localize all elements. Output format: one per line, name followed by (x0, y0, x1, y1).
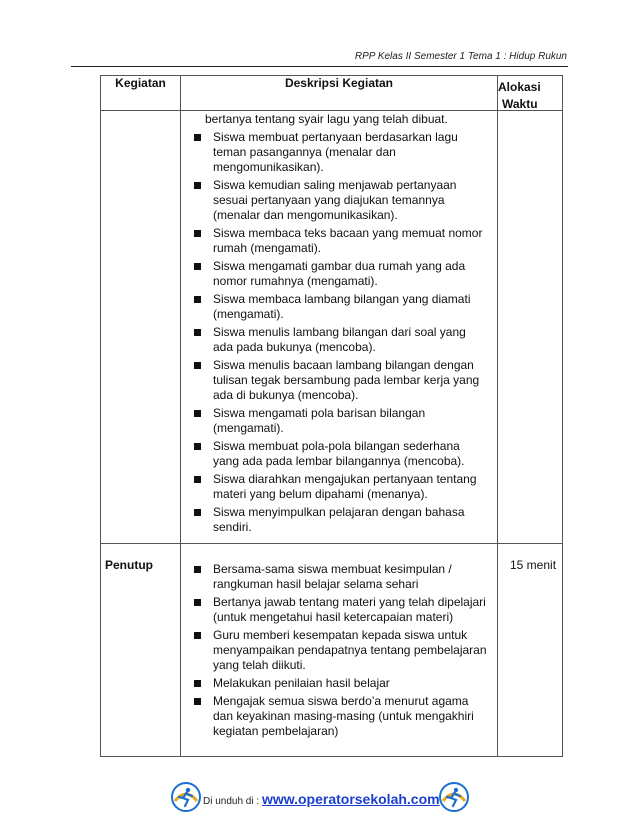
square-bullet-icon (194, 182, 201, 189)
square-bullet-icon (194, 632, 201, 639)
square-bullet-icon (194, 698, 201, 705)
square-bullet-icon (194, 296, 201, 303)
square-bullet-icon (194, 230, 201, 237)
square-bullet-icon (194, 134, 201, 141)
row2-deskripsi (181, 544, 498, 757)
table-row (101, 111, 563, 544)
footer-prefix: Di unduh di : (203, 796, 262, 807)
square-bullet-icon (194, 599, 201, 606)
rpp-activity-table (100, 75, 563, 757)
square-bullet-icon (194, 680, 201, 687)
list-item: Siswa menulis bacaan lambang bilangan dengan tulisan tegak bersambung pada lembar kerja yang ada di bukunya (mencoba). (190, 358, 488, 403)
table-row (101, 544, 563, 757)
header-alokasi (498, 76, 563, 111)
square-bullet-icon (194, 509, 201, 516)
table-header-row (101, 76, 563, 111)
list-item: Bersama-sama siswa membuat kesimpulan / rangkuman hasil belajar selama sehari (190, 562, 488, 592)
list-item: Siswa diarahkan mengajukan pertanyaan tentang materi yang belum dipahami (menanya). (190, 472, 488, 502)
square-bullet-icon (194, 566, 201, 573)
list-item: Guru memberi kesempatan kepada siswa untuk menyampaikan pendapatnya tentang pembelajaran yang telah diikuti. (190, 628, 488, 673)
footer-url-link[interactable]: www.operatorsekolah.com (261, 791, 440, 807)
row2-kegiatan: Penutup (101, 544, 181, 757)
list-item: Siswa menyimpulkan pelajaran dengan bahasa sendiri. (190, 505, 488, 535)
row1-deskripsi (181, 111, 498, 544)
page-header: RPP Kelas II Semester 1 Tema 1 : Hidup Rukun (354, 51, 567, 62)
continuation-text: bertanya tentang syair lagu yang telah dibuat. (205, 112, 448, 126)
header-divider (71, 66, 568, 67)
tut-wuri-logo-icon (170, 781, 202, 813)
list-item: Siswa membaca lambang bilangan yang diamati (mengamati). (190, 292, 488, 322)
list-item: Siswa membuat pola-pola bilangan sederhana yang ada pada lembar bilangannya (mencoba). (190, 439, 488, 469)
tut-wuri-logo-icon (438, 781, 470, 813)
header-kegiatan: Kegiatan (101, 76, 181, 111)
header-deskripsi: Deskripsi Kegiatan (181, 76, 498, 111)
square-bullet-icon (194, 476, 201, 483)
footer-download-text (203, 791, 440, 807)
square-bullet-icon (194, 443, 201, 450)
list-item: Siswa membaca teks bacaan yang memuat nomor rumah (mengamati). (190, 226, 488, 256)
square-bullet-icon (194, 263, 201, 270)
row1-alokasi (498, 111, 563, 544)
list-item: Melakukan penilaian hasil belajar (190, 676, 488, 691)
list-item: Bertanya jawab tentang materi yang telah dipelajari (untuk mengetahui hasil ketercapaian materi) (190, 595, 488, 625)
list-item: Siswa menulis lambang bilangan dari soal yang ada pada bukunya (mencoba). (190, 325, 488, 355)
list-item: Siswa mengamati pola barisan bilangan (mengamati). (190, 406, 488, 436)
header-alokasi-line1: Alokasi (498, 80, 541, 94)
list-item: Siswa kemudian saling menjawab pertanyaan sesuai pertanyaan yang diajukan temannya (menalar dan mengomunikasikan). (190, 178, 488, 223)
row1-kegiatan (101, 111, 181, 544)
square-bullet-icon (194, 329, 201, 336)
header-alokasi-line2: Waktu (502, 97, 538, 111)
footer (170, 781, 470, 819)
row2-alokasi: 15 menit (498, 544, 563, 757)
list-item: Mengajak semua siswa berdo’a menurut agama dan keyakinan masing-masing (untuk mengakhiri kegiatan pembelajaran) (190, 694, 488, 739)
square-bullet-icon (194, 362, 201, 369)
list-item: Siswa membuat pertanyaan berdasarkan lagu teman pasangannya (menalar dan mengomunikasikan). (190, 130, 488, 175)
list-item: Siswa mengamati gambar dua rumah yang ada nomor rumahnya (mengamati). (190, 259, 488, 289)
square-bullet-icon (194, 410, 201, 417)
